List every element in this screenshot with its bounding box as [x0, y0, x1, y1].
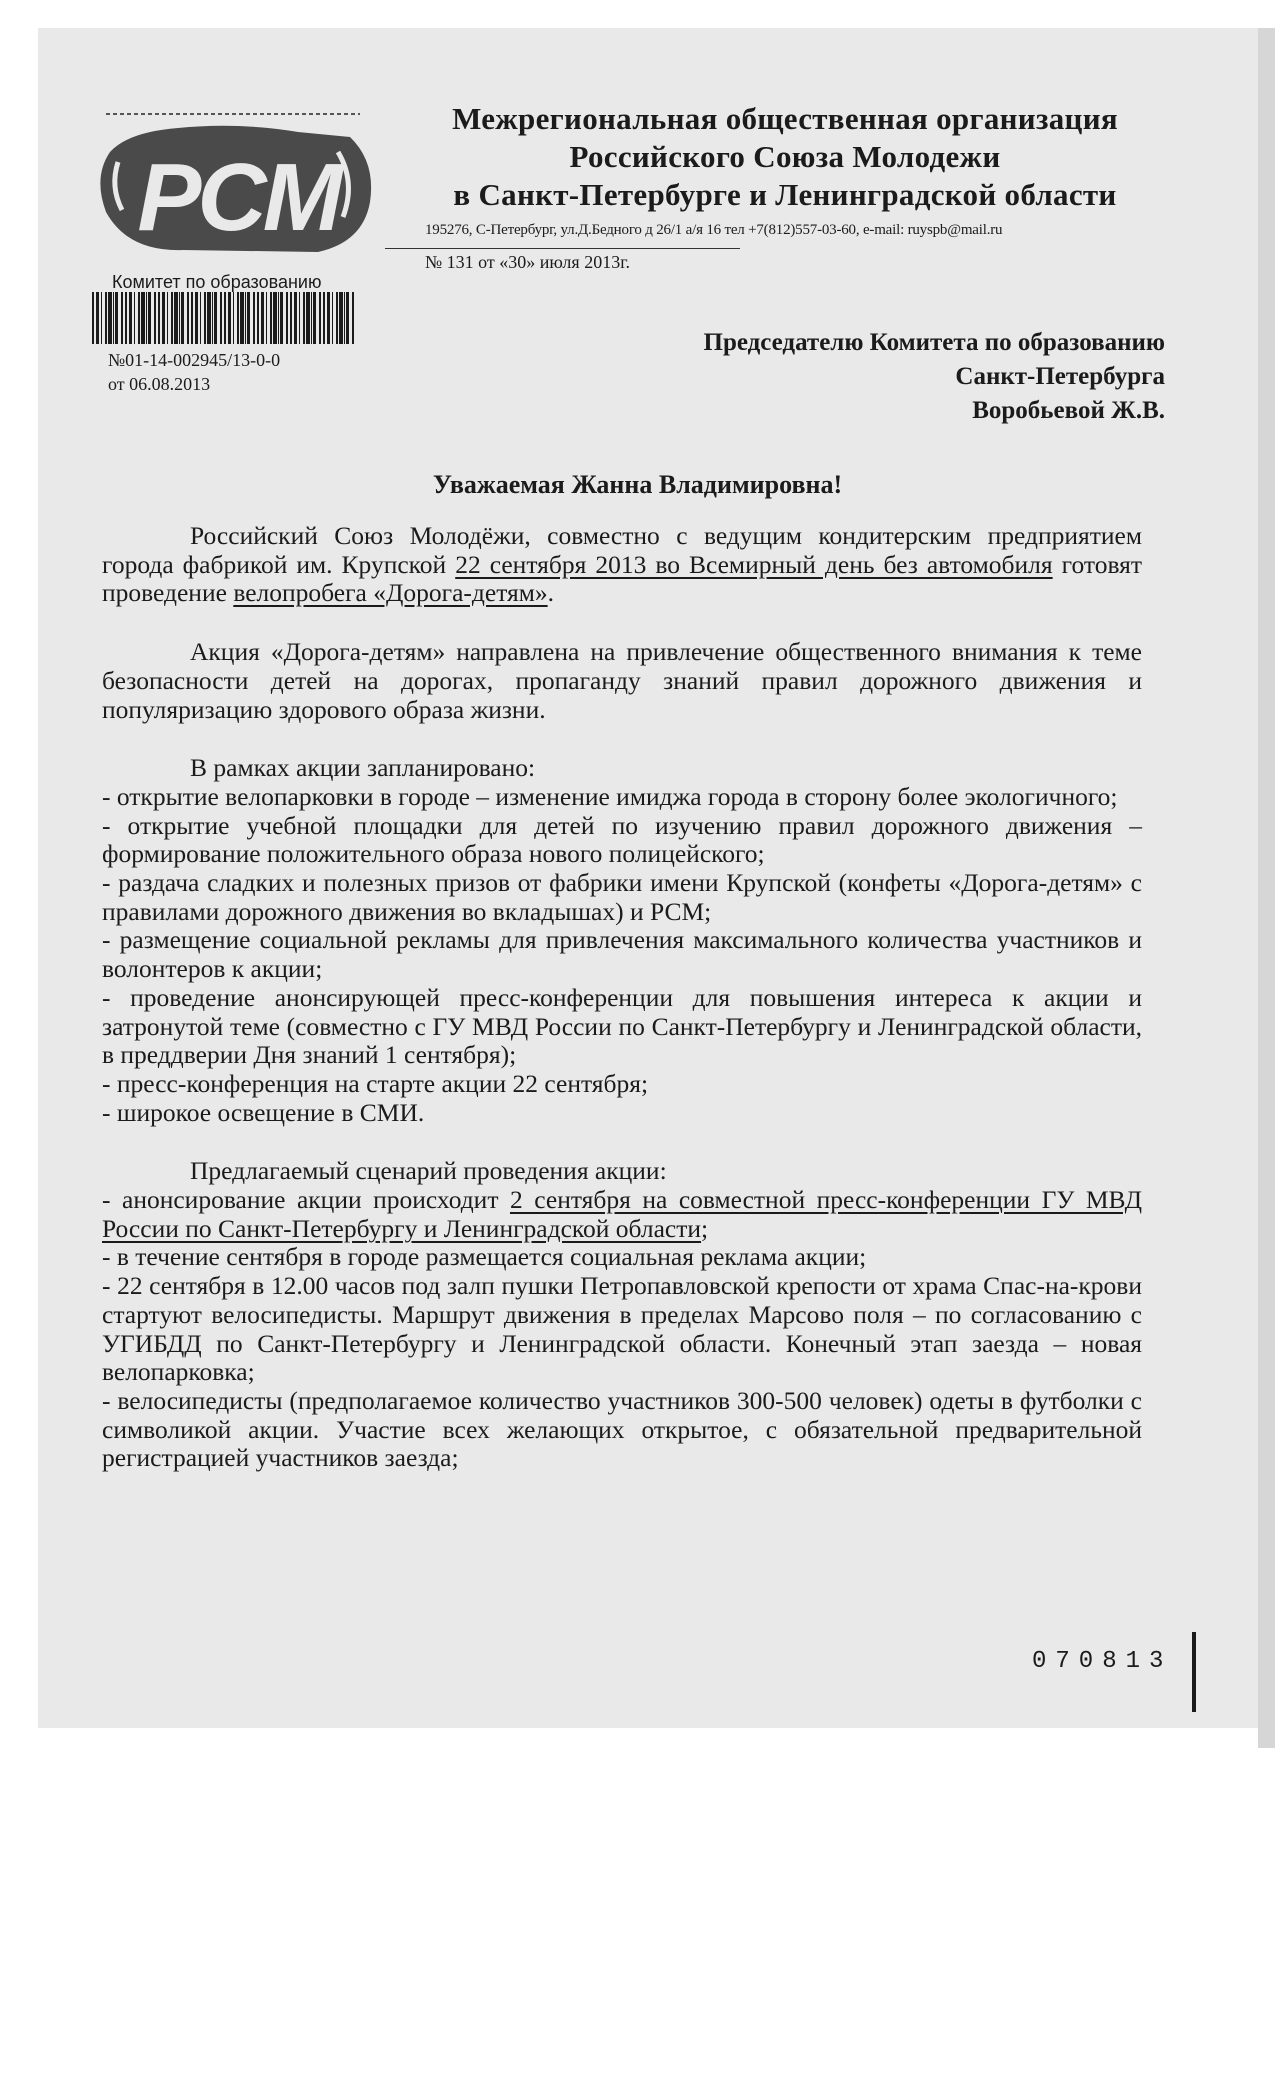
organization-address: 195276, С-Петербург, ул.Д.Бедного д 26/1 а/я 16 тел +7(812)557-03-60, e-mail: ruyspb@mail.ru [425, 222, 1003, 238]
rsm-logo [88, 92, 378, 267]
plan-heading: В рамках акции запланировано: [190, 753, 536, 783]
list-item: - размещение социальной рекламы для привлечения максимального количества участников и волонтеров к акции; [102, 925, 1142, 984]
org-line-3: в Санкт-Петербурге и Ленинградской области [453, 177, 1117, 212]
intro-text-middle: готовят проведение [102, 549, 1143, 608]
salutation: Уважаемая Жанна Владимировна! [432, 470, 843, 499]
intro-paragraph [102, 522, 1142, 608]
scenario-underlined: 2 сентября на совместной пресс-конференции ГУ МВД России по Санкт-Петербургу и Ленинградской области [102, 1185, 1142, 1243]
list-item: - 22 сентября в 12.00 часов под залп пушки Петропавловской крепости от храма Спас-на-крови стартуют велосипедисты. Маршрут движения в пределах Марсово поля – по согласованию с УГИБДД по Санкт-Петербургу и Ленинградской области. Конечный этап заезда – новая велопарковка; [102, 1271, 1142, 1387]
list-item: - велосипедисты (предполагаемое количество участников 300-500 человек) одеты в футболки с символикой акции. Участие всех желающих открытое, с обязательной предварительной регистрацией участников заезда; [102, 1385, 1142, 1473]
list-item: - проведение анонсирующей пресс-конференции для повышения интереса к акции и затронутой теме (совместно с ГУ МВД России по Санкт-Петербургу и Ленинградской области, в преддверии Дня знаний 1 сентября); [102, 982, 1142, 1070]
intro-text: Российский Союз Молодёжи, совместно с ведущим кондитерским предприятием города фабрикой им. Крупской [102, 521, 1142, 579]
scenario-heading: Предлагаемый сценарий проведения акции: [190, 1156, 667, 1186]
intro-underlined-date: 22 сентября 2013 во Всемирный день без автомобиля [455, 549, 1053, 579]
page-number: 070813 [1032, 1648, 1173, 1675]
intro-text-end: . [547, 578, 555, 608]
list-item: - открытие велопарковки в городе – изменение имиджа города в сторону более экологичного; [102, 781, 1118, 811]
addressee-line-3: Воробьевой Ж.В. [972, 397, 1165, 424]
organization-name [420, 100, 1150, 214]
addressee-line-2: Санкт-Петербурга [955, 363, 1165, 390]
registration-number: №01-14-002945/13-0-0 [108, 350, 281, 370]
goal-paragraph: Акция «Дорога-детям» направлена на привлечение общественного внимания к теме безопасности детей на дорогах, пропаганду знаний правил дорожного движения и популяризацию здорового образа жизни. [102, 637, 1142, 724]
list-item: - широкое освещение в СМИ. [102, 1097, 425, 1127]
outgoing-reference: № 131 от «30» июля 2013г. [425, 252, 631, 272]
org-line-1: Межрегиональная общественная организация [452, 101, 1118, 136]
list-item: - в течение сентября в городе размещается социальная реклама акции; [102, 1242, 867, 1272]
org-line-2: Российского Союза Молодежи [569, 139, 1001, 174]
addressee-line-1: Председателю Комитета по образованию [703, 329, 1165, 356]
scenario-text: - анонсирование акции происходит [102, 1185, 510, 1215]
list-item: - пресс-конференция на старте акции 22 сентября; [102, 1068, 649, 1098]
margin-mark [1192, 1632, 1196, 1712]
logo-text: РСМ [137, 144, 339, 251]
header-rule [385, 248, 740, 249]
scenario-text-end: ; [701, 1213, 709, 1243]
letter-body [102, 522, 1142, 1473]
registration-date: от 06.08.2013 [108, 374, 211, 394]
scan-edge [1258, 28, 1275, 1748]
list-item: - открытие учебной площадки для детей по изучению правил дорожного движения – формирование положительного образа нового полицейского; [102, 810, 1142, 869]
list-item [102, 1186, 1142, 1243]
committee-stamp-label: Комитет по образованию [112, 272, 322, 292]
intro-underlined-event: велопробега «Дорога-детям» [233, 578, 548, 608]
addressee-block [620, 326, 1165, 428]
barcode [90, 292, 358, 344]
list-item: - раздача сладких и полезных призов от фабрики имени Крупской (конфеты «Дорога-детям» с правилами дорожного движения во вкладышах) и РСМ; [102, 868, 1142, 926]
